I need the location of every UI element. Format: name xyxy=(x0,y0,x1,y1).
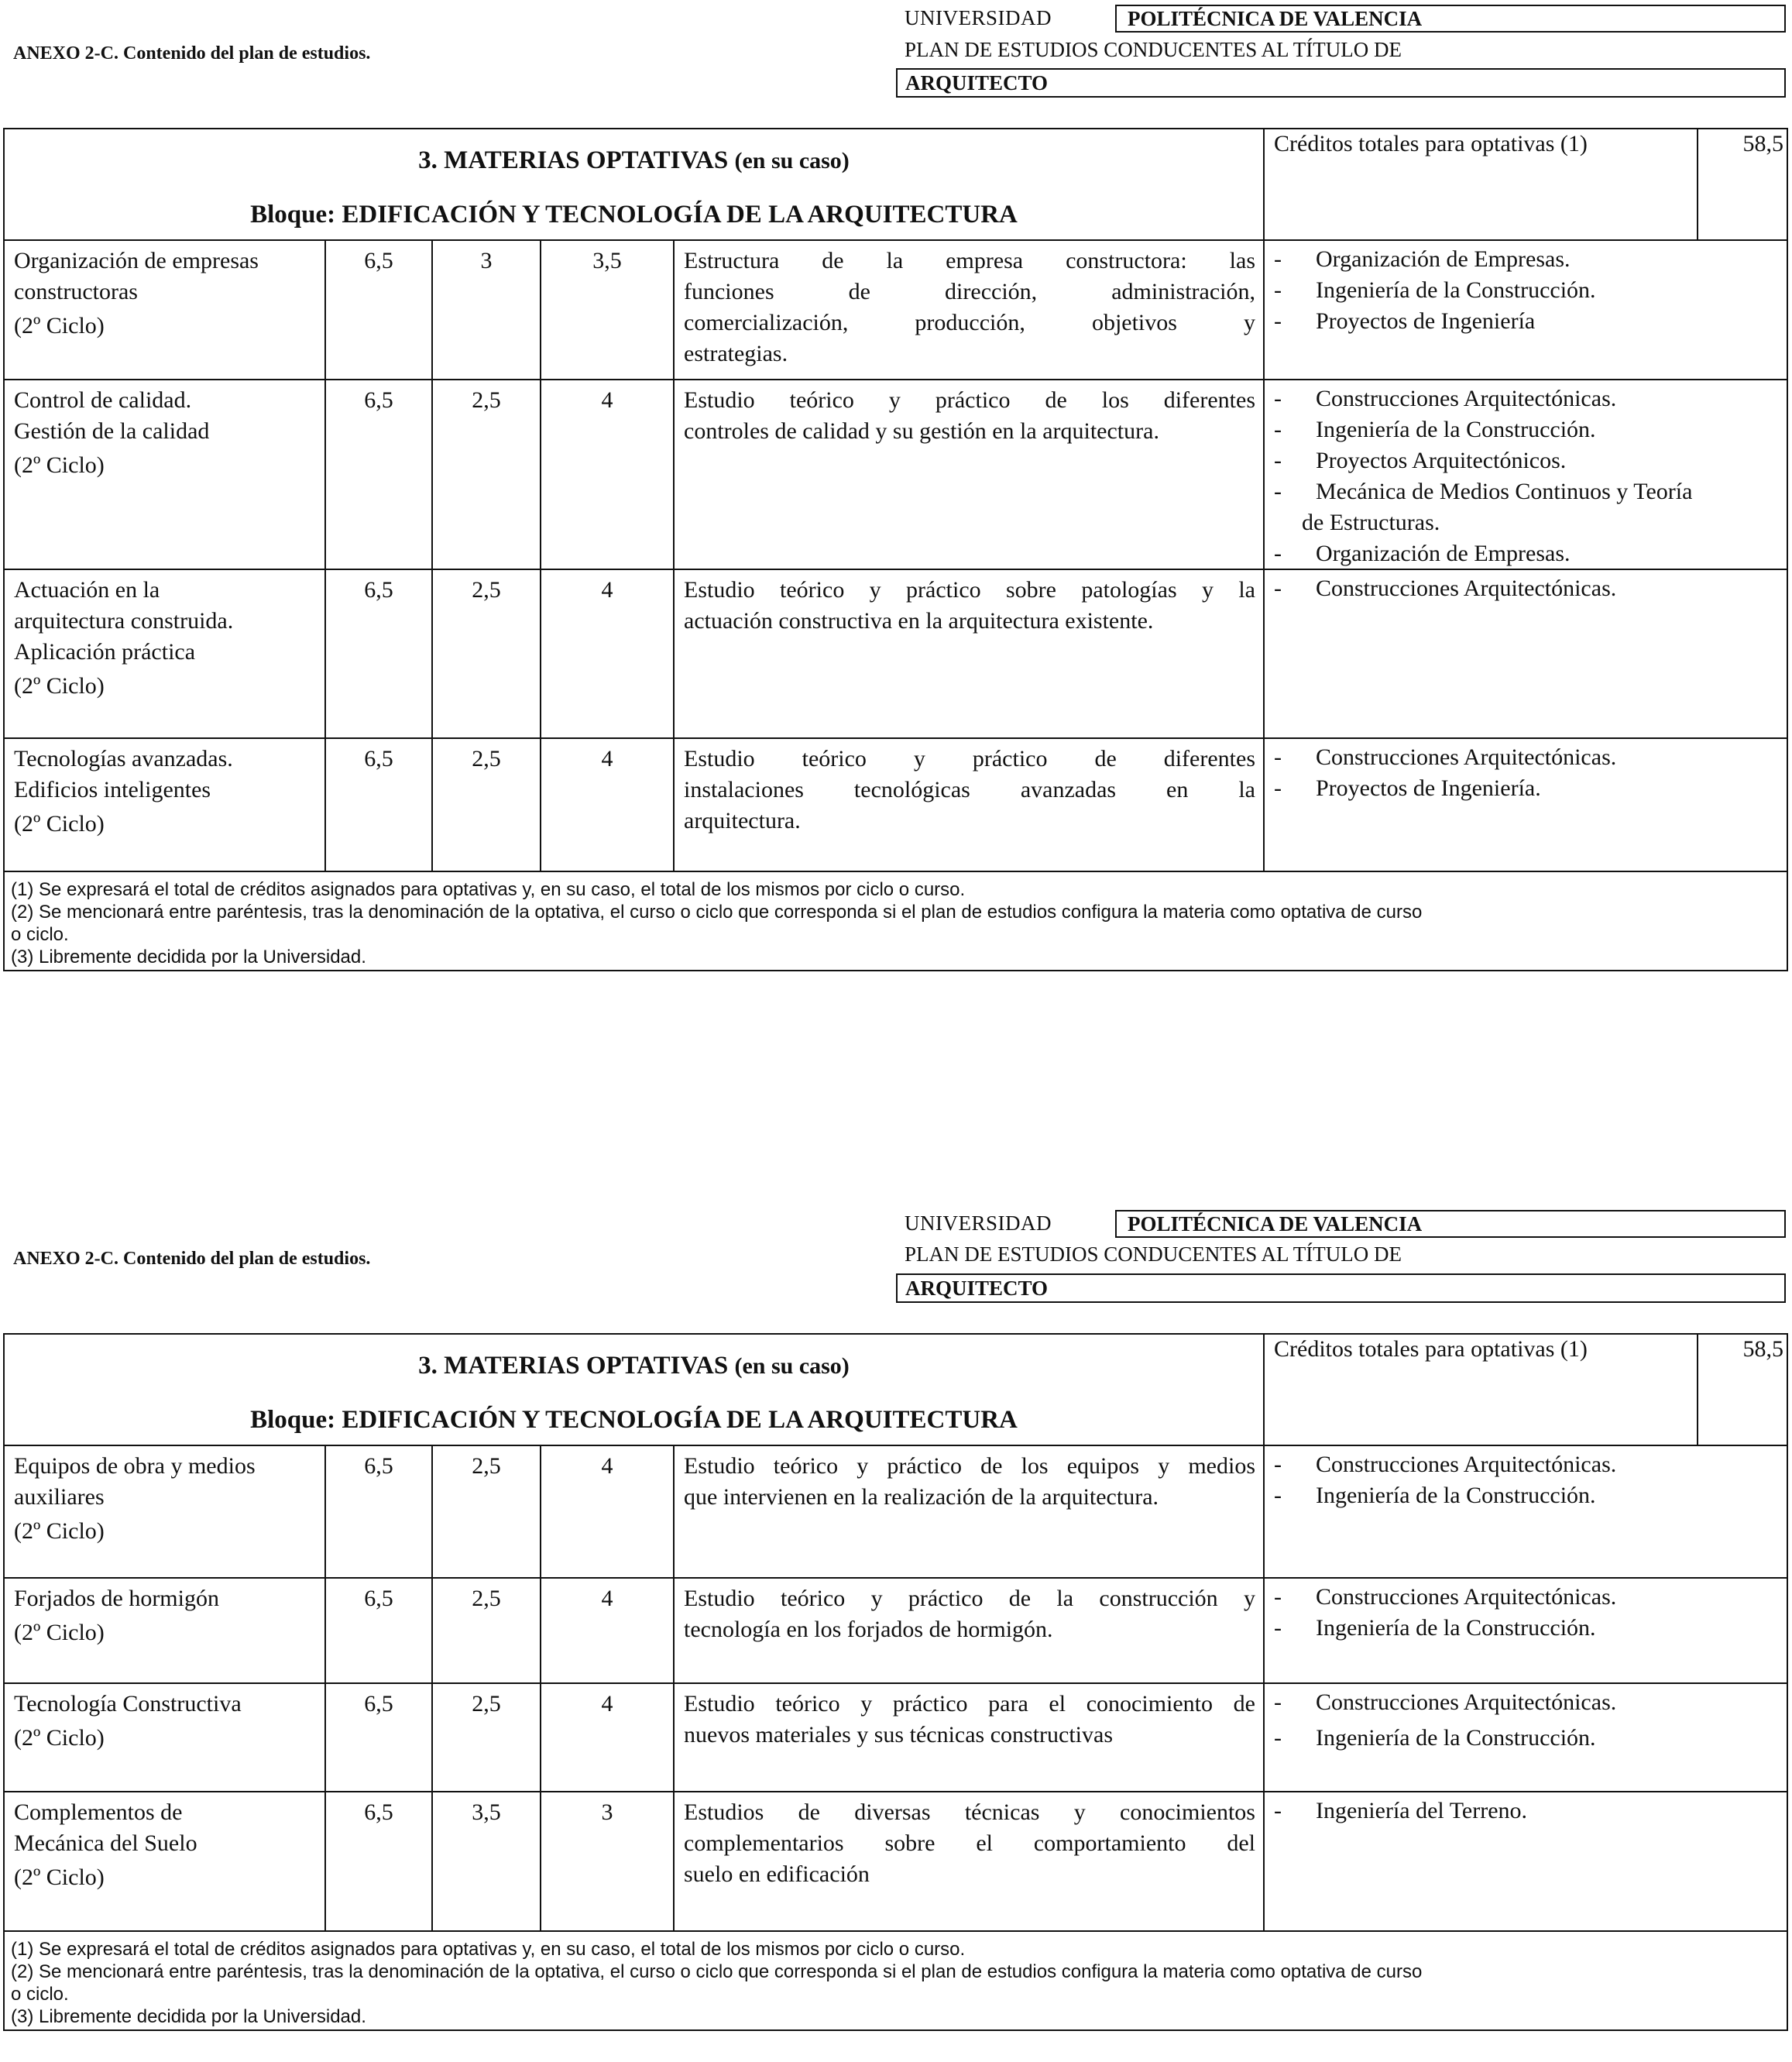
area-item: - Construcciones Arquitectónicas. xyxy=(1274,576,1617,601)
table-row xyxy=(5,1684,1787,1792)
table-row xyxy=(5,1446,1787,1579)
theory-credits-cell: 3,5 xyxy=(433,1792,541,1930)
description-cell: Estudios de diversas técnicas y conocimientos complementarios sobre el comportamiento del suelo en edificación xyxy=(675,1792,1265,1930)
practical-credits-cell: 4 xyxy=(541,1684,675,1791)
knowledge-areas-cell xyxy=(1265,1684,1787,1791)
practical-credits-cell: 4 xyxy=(541,570,675,737)
total-credits-cell: 6,5 xyxy=(326,1579,433,1682)
table-header xyxy=(5,129,1787,241)
description-cell: Estudio teórico y práctico de los diferentes controles de calidad y su gestión en la arquitectura. xyxy=(675,380,1265,569)
footnotes xyxy=(5,1932,1787,2029)
total-credits-value: 58,5 xyxy=(1742,1336,1783,1362)
area-item: - Construcciones Arquitectónicas. xyxy=(1274,1584,1617,1610)
theory-credits-cell: 2,5 xyxy=(433,1446,541,1577)
footnote: (3) Libremente decidida por la Universidad. xyxy=(11,947,366,967)
subject-name-cell: Actuación en la arquitectura construida. Aplicación práctica (2º Ciclo) xyxy=(5,570,326,737)
knowledge-areas-cell xyxy=(1265,1446,1787,1577)
theory-credits-cell: 2,5 xyxy=(433,570,541,737)
area-item-continued: de Estructuras. xyxy=(1302,510,1440,535)
area-item: - Construcciones Arquitectónicas. xyxy=(1274,1689,1617,1715)
practical-credits-cell: 4 xyxy=(541,1579,675,1682)
annex-title: ANEXO 2-C. Contenido del plan de estudios. xyxy=(13,1249,371,1269)
area-item: - Proyectos Arquitectónicos. xyxy=(1274,448,1567,473)
total-credits-cell: 6,5 xyxy=(326,1446,433,1577)
total-credits-cell: 6,5 xyxy=(326,241,433,379)
area-item: - Proyectos de Ingeniería. xyxy=(1274,775,1541,801)
area-item: - Organización de Empresas. xyxy=(1274,541,1571,566)
area-item: - Construcciones Arquitectónicas. xyxy=(1274,386,1617,411)
area-item: - Mecánica de Medios Continuos y Teoría xyxy=(1274,479,1693,504)
university-name-box: POLITÉCNICA DE VALENCIA xyxy=(1115,1210,1786,1238)
total-credits-cell: 6,5 xyxy=(326,380,433,569)
description-cell: Estudio teórico y práctico de diferentes instalaciones tecnológicas avanzadas en la arquitectura. xyxy=(675,739,1265,871)
university-label: UNIVERSIDAD xyxy=(905,1211,1052,1235)
total-credits-cell: 6,5 xyxy=(326,570,433,737)
footnote: (1) Se expresará el total de créditos asignados para optativas y, en su caso, el total de los mismos por ciclo o curso. xyxy=(11,1939,966,1960)
subject-name-cell: Tecnologías avanzadas. Edificios inteligentes (2º Ciclo) xyxy=(5,739,326,871)
knowledge-areas-cell xyxy=(1265,241,1787,379)
table-header xyxy=(5,1335,1787,1446)
area-item: - Organización de Empresas. xyxy=(1274,246,1571,272)
table-title: 3. MATERIAS OPTATIVAS (en su caso) xyxy=(418,146,850,174)
theory-credits-cell: 2,5 xyxy=(433,739,541,871)
description-cell: Estructura de la empresa constructora: las funciones de dirección, administración, comercialización, producción, objetivos y estrategias. xyxy=(675,241,1265,379)
area-item: - Ingeniería de la Construcción. xyxy=(1274,277,1596,303)
total-credits-label: Créditos totales para optativas (1) xyxy=(1265,129,1698,239)
area-item: - Proyectos de Ingeniería xyxy=(1274,308,1536,334)
description-cell: Estudio teórico y práctico sobre patologías y la actuación constructiva en la arquitectura existente. xyxy=(675,570,1265,737)
table-row xyxy=(5,570,1787,739)
knowledge-areas-cell xyxy=(1265,1579,1787,1682)
block-title: Bloque: EDIFICACIÓN Y TECNOLOGÍA DE LA ARQUITECTURA xyxy=(250,1406,1018,1434)
degree-box: ARQUITECTO xyxy=(896,68,1786,98)
practical-credits-cell: 3,5 xyxy=(541,241,675,379)
area-item: - Construcciones Arquitectónicas. xyxy=(1274,744,1617,770)
knowledge-areas-cell xyxy=(1265,739,1787,871)
subject-name-cell: Complementos de Mecánica del Suelo (2º Ciclo) xyxy=(5,1792,326,1930)
area-item: - Ingeniería de la Construcción. xyxy=(1274,1483,1596,1508)
footnote: (2) Se mencionará entre paréntesis, tras la denominación de la optativa, el curso o ciclo que corresponda si el plan de estudios configura la materia como optativa de curso xyxy=(11,902,1423,923)
knowledge-areas-cell xyxy=(1265,1792,1787,1930)
footnote: o ciclo. xyxy=(11,924,69,945)
practical-credits-cell: 3 xyxy=(541,1792,675,1930)
theory-credits-cell: 2,5 xyxy=(433,380,541,569)
table-row xyxy=(5,1792,1787,1932)
practical-credits-cell: 4 xyxy=(541,380,675,569)
table-row xyxy=(5,1579,1787,1684)
practical-credits-cell: 4 xyxy=(541,739,675,871)
area-item: - Ingeniería de la Construcción. xyxy=(1274,417,1596,442)
optional-subjects-table xyxy=(3,1333,1788,2031)
table-title: 3. MATERIAS OPTATIVAS (en su caso) xyxy=(418,1352,850,1380)
total-credits-cell: 6,5 xyxy=(326,1684,433,1791)
subject-name-cell: Control de calidad. Gestión de la calidad (2º Ciclo) xyxy=(5,380,326,569)
area-item: - Construcciones Arquitectónicas. xyxy=(1274,1452,1617,1477)
university-label: UNIVERSIDAD xyxy=(905,6,1052,29)
table-row xyxy=(5,380,1787,570)
description-cell: Estudio teórico y práctico de los equipos y medios que intervienen en la realización de la arquitectura. xyxy=(675,1446,1265,1577)
footnote: (3) Libremente decidida por la Universidad. xyxy=(11,2006,366,2027)
knowledge-areas-cell xyxy=(1265,380,1787,569)
total-credits-cell: 6,5 xyxy=(326,739,433,871)
theory-credits-cell: 2,5 xyxy=(433,1684,541,1791)
total-credits-value: 58,5 xyxy=(1742,131,1783,156)
theory-credits-cell: 3 xyxy=(433,241,541,379)
footnote: o ciclo. xyxy=(11,1984,69,2005)
subject-name-cell: Organización de empresas constructoras (2º Ciclo) xyxy=(5,241,326,379)
plan-label: PLAN DE ESTUDIOS CONDUCENTES AL TÍTULO DE xyxy=(905,38,1402,61)
area-item: - Ingeniería del Terreno. xyxy=(1274,1798,1528,1823)
area-item: - Ingeniería de la Construcción. xyxy=(1274,1725,1596,1751)
table-row xyxy=(5,241,1787,380)
theory-credits-cell: 2,5 xyxy=(433,1579,541,1682)
annex-title: ANEXO 2-C. Contenido del plan de estudios. xyxy=(13,43,371,64)
footnote: (1) Se expresará el total de créditos asignados para optativas y, en su caso, el total de los mismos por ciclo o curso. xyxy=(11,879,966,900)
table-title-cell xyxy=(5,129,1265,239)
footnotes xyxy=(5,872,1787,970)
block-title: Bloque: EDIFICACIÓN Y TECNOLOGÍA DE LA ARQUITECTURA xyxy=(250,201,1018,229)
optional-subjects-table xyxy=(3,128,1788,971)
practical-credits-cell: 4 xyxy=(541,1446,675,1577)
university-name-box: POLITÉCNICA DE VALENCIA xyxy=(1115,5,1786,33)
table-title-cell xyxy=(5,1335,1265,1445)
footnote: (2) Se mencionará entre paréntesis, tras la denominación de la optativa, el curso o ciclo que corresponda si el plan de estudios configura la materia como optativa de curso xyxy=(11,1961,1423,1982)
subject-name-cell: Equipos de obra y medios auxiliares (2º Ciclo) xyxy=(5,1446,326,1577)
description-cell: Estudio teórico y práctico de la construcción y tecnología en los forjados de hormigón. xyxy=(675,1579,1265,1682)
area-item: - Ingeniería de la Construcción. xyxy=(1274,1615,1596,1641)
plan-label: PLAN DE ESTUDIOS CONDUCENTES AL TÍTULO DE xyxy=(905,1242,1402,1266)
total-credits-cell: 6,5 xyxy=(326,1792,433,1930)
table-row xyxy=(5,739,1787,872)
knowledge-areas-cell xyxy=(1265,570,1787,737)
total-credits-label: Créditos totales para optativas (1) xyxy=(1265,1335,1698,1445)
degree-box: ARQUITECTO xyxy=(896,1273,1786,1303)
subject-name-cell: Tecnología Constructiva (2º Ciclo) xyxy=(5,1684,326,1791)
description-cell: Estudio teórico y práctico para el conocimiento de nuevos materiales y sus técnicas constructivas xyxy=(675,1684,1265,1791)
subject-name-cell: Forjados de hormigón (2º Ciclo) xyxy=(5,1579,326,1682)
